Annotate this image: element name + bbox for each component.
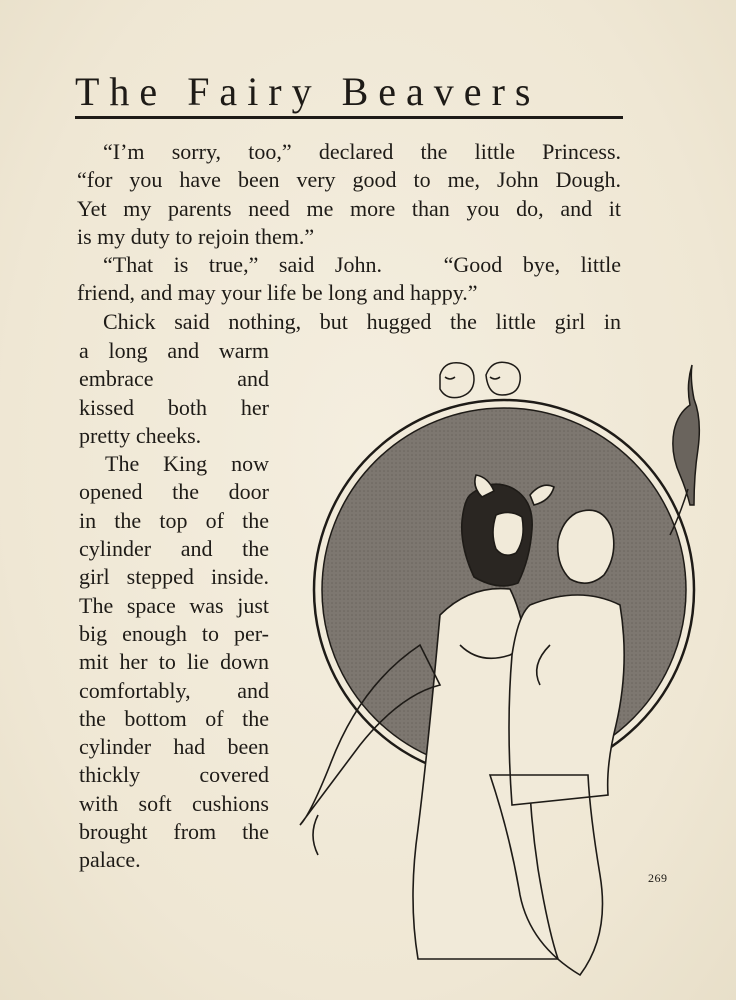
text-line: brought from the: [79, 819, 269, 845]
text-line: Chick said nothing, but hugged the little girl in: [103, 308, 621, 334]
running-head: The Fairy Beavers: [75, 69, 541, 114]
header-rule: [75, 116, 623, 119]
text-line: opened the door: [79, 479, 269, 505]
text-line: The space was just: [79, 592, 269, 618]
text-line: kissed both her: [79, 394, 269, 420]
text-line: Yet my parents need me more than you do, and it: [77, 195, 621, 221]
text-line: the bottom of the: [79, 705, 269, 731]
text-line: is my duty to rejoin them.”: [77, 223, 315, 249]
text-line: embrace and: [79, 366, 269, 392]
text-line: cylinder and the: [79, 536, 269, 562]
text-line: “That is true,” said John. “Good bye, little: [103, 252, 621, 278]
text-line: “for you have been very good to me, John Dough.: [77, 167, 621, 193]
text-line: The King now: [105, 451, 269, 477]
text-line: friend, and may your life be long and happy.”: [77, 280, 478, 306]
beaver-icon: [440, 362, 520, 397]
text-line: cylinder had been: [79, 734, 269, 760]
text-line: in the top of the: [79, 507, 269, 533]
text-line: palace.: [79, 847, 141, 873]
text-line: with soft cushions: [79, 790, 269, 816]
page-number: 269: [648, 871, 668, 885]
text-line: “I’m sorry, too,” declared the little Princess.: [103, 139, 621, 164]
text-line: mit her to lie down: [79, 649, 269, 675]
text-line: a long and warm: [79, 338, 269, 363]
text-line: thickly covered: [79, 762, 269, 788]
text-line: pretty cheeks.: [79, 422, 202, 448]
full-width-text: [77, 138, 621, 336]
text-line: big enough to per-: [79, 620, 269, 646]
wrapped-text-column: [79, 337, 269, 875]
text-line: comfortably, and: [79, 677, 269, 703]
embrace-illustration: [290, 345, 730, 985]
text-line: girl stepped inside.: [79, 564, 269, 590]
